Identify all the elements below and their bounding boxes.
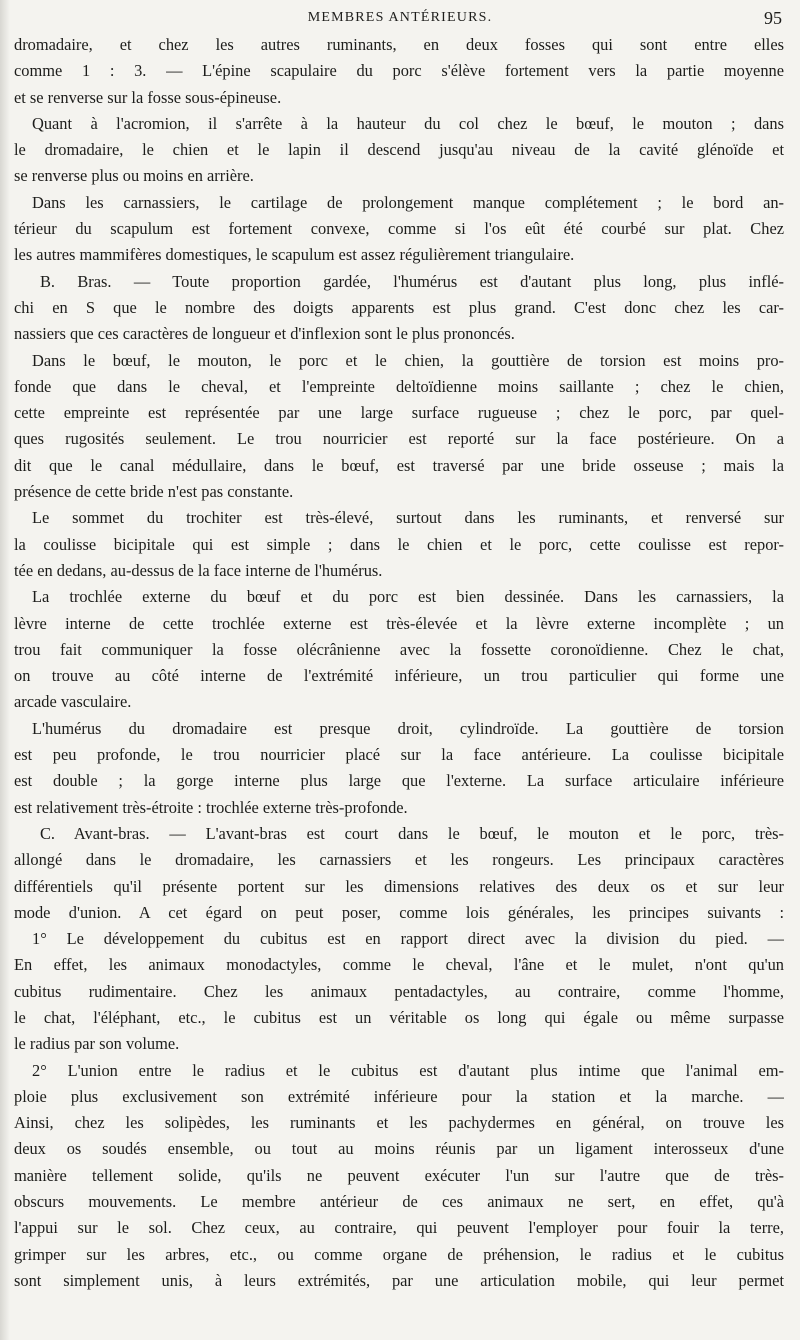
running-header bbox=[0, 8, 800, 30]
text-line: Ainsi, chez les solipèdes, les ruminants et les pachydermes en général, on trouve les bbox=[14, 1113, 784, 1133]
text-line: lèvre interne de cette trochlée externe est très-élevée et la lèvre externe incomplète ; un bbox=[14, 613, 784, 633]
text-line: ploie plus exclusivement son extrémité inférieure pour la station et la marche. — bbox=[14, 1086, 784, 1106]
text-line: grimper sur les arbres, etc., ou comme organe de préhension, le radius et le cubitus bbox=[14, 1244, 784, 1264]
text-line: dromadaire, et chez les autres ruminants, en deux fosses qui sont entre elles bbox=[14, 35, 784, 54]
text-line: ques rugosités seulement. Le trou nourricier est reporté sur la face postérieure. On a bbox=[14, 429, 784, 449]
text-line: présence de cette bride n'est pas constante. bbox=[14, 482, 294, 502]
text-line: on trouve au côté interne de l'extrémité inférieure, un trou particulier qui forme une bbox=[14, 666, 784, 686]
body-text bbox=[14, 32, 784, 1294]
text-line: sont simplement unis, à leurs extrémités, par une articulation mobile, qui leur permet bbox=[14, 1270, 784, 1290]
text-line: est double ; la gorge interne plus large que l'externe. La surface articulaire inférieure bbox=[14, 771, 784, 791]
text-line: Le sommet du trochiter est très-élevé, surtout dans les ruminants, et renversé sur bbox=[32, 508, 784, 528]
text-line: 1° Le développement du cubitus est en rapport direct avec la division du pied. — bbox=[32, 929, 784, 949]
text-line: 2° L'union entre le radius et le cubitus est d'autant plus intime que l'animal em- bbox=[32, 1060, 784, 1080]
text-line: Dans les carnassiers, le cartilage de prolongement manque complétement ; le bord an- bbox=[32, 192, 784, 212]
text-line: mode d'union. A cet égard on peut poser, comme lois générales, les principes suivants : bbox=[14, 902, 784, 922]
text-line: térieur du scapulum est fortement convexe, comme si l'os eût été courbé sur plat. Chez bbox=[14, 219, 784, 239]
text-line: cubitus rudimentaire. Chez les animaux pentadactyles, au contraire, comme l'homme, bbox=[14, 981, 784, 1001]
text-line: fonde que dans le cheval, et l'empreinte deltoïdienne moins saillante ; chez le chien, bbox=[14, 376, 784, 396]
text-line: trou fait communiquer la fosse olécrânienne avec la fossette coronoïdienne. Chez le chat, bbox=[14, 639, 784, 659]
text-line: différentiels qu'il présente portent sur les dimensions relatives des deux os et sur leur bbox=[14, 876, 784, 896]
text-line: tée en dedans, au-dessus de la face interne de l'humérus. bbox=[14, 560, 383, 580]
text-line: dit que le canal médullaire, dans le bœuf, est traversé par une bride osseuse ; mais la bbox=[14, 455, 784, 475]
text-line: et se renverse sur la fosse sous-épineuse. bbox=[14, 87, 282, 107]
text-line: arcade vasculaire. bbox=[14, 692, 132, 712]
text-line: cette empreinte est représentée par une large surface rugueuse ; chez le porc, par quel- bbox=[14, 403, 784, 423]
text-line: La trochlée externe du bœuf et du porc est bien dessinée. Dans les carnassiers, la bbox=[32, 587, 784, 607]
text-line: l'appui sur le sol. Chez ceux, au contraire, qui peuvent l'employer pour fouir la terre, bbox=[14, 1218, 784, 1238]
page-edge-shadow bbox=[0, 0, 10, 1340]
text-line: chi en S que le nombre des doigts apparents est plus grand. C'est donc chez les car- bbox=[14, 297, 784, 317]
section-heading-line: B. Bras. — Toute proportion gardée, l'humérus est d'autant plus long, plus inflé- bbox=[40, 271, 784, 291]
text-line: la coulisse bicipitale qui est simple ; dans le chien et le porc, cette coulisse est repor- bbox=[14, 534, 784, 554]
text-line: le radius par son volume. bbox=[14, 1034, 180, 1054]
text-line: Quant à l'acromion, il s'arrête à la hauteur du col chez le bœuf, le mouton ; dans bbox=[32, 113, 784, 133]
text-line: se renverse plus ou moins en arrière. bbox=[14, 166, 254, 186]
page-number: 95 bbox=[764, 8, 782, 28]
text-line: les autres mammifères domestiques, le scapulum est assez régulièrement triangulaire. bbox=[14, 245, 575, 265]
text-line: allongé dans le dromadaire, les carnassiers et les rongeurs. Les principaux caractères bbox=[14, 850, 784, 870]
text-line: L'humérus du dromadaire est presque droit, cylindroïde. La gouttière de torsion bbox=[32, 718, 784, 738]
text-line: comme 1 : 3. — L'épine scapulaire du porc s'élève fortement vers la partie moyenne bbox=[14, 61, 784, 81]
text-line: manière tellement solide, qu'ils ne peuvent exécuter l'un sur l'autre que de très- bbox=[14, 1165, 784, 1185]
text-line: le dromadaire, le chien et le lapin il descend jusqu'au niveau de la cavité glénoïde et bbox=[14, 140, 784, 160]
section-heading-line: C. Avant-bras. — L'avant-bras est court dans le bœuf, le mouton et le porc, très- bbox=[40, 823, 784, 843]
text-line: est relativement très-étroite : trochlée externe très-profonde. bbox=[14, 797, 408, 817]
text-line: En effet, les animaux monodactyles, comme le cheval, l'âne et le mulet, n'ont qu'un bbox=[14, 955, 784, 975]
text-line: Dans le bœuf, le mouton, le porc et le chien, la gouttière de torsion est moins pro- bbox=[32, 350, 784, 370]
running-title: MEMBRES ANTÉRIEURS. bbox=[307, 10, 493, 25]
text-line: est peu profonde, le trou nourricier placé sur la face antérieure. La coulisse bicipitale bbox=[14, 745, 784, 765]
text-line: deux os soudés ensemble, ou tout au moins réunis par un ligament interosseux d'une bbox=[14, 1139, 784, 1159]
text-line: obscurs mouvements. Le membre antérieur de ces animaux ne sert, en effet, qu'à bbox=[14, 1192, 784, 1212]
text-line: le chat, l'éléphant, etc., le cubitus est un véritable os long qui égale ou même surpasse bbox=[14, 1007, 784, 1027]
text-line: nassiers que ces caractères de longueur et d'inflexion sont le plus prononcés. bbox=[14, 324, 515, 344]
